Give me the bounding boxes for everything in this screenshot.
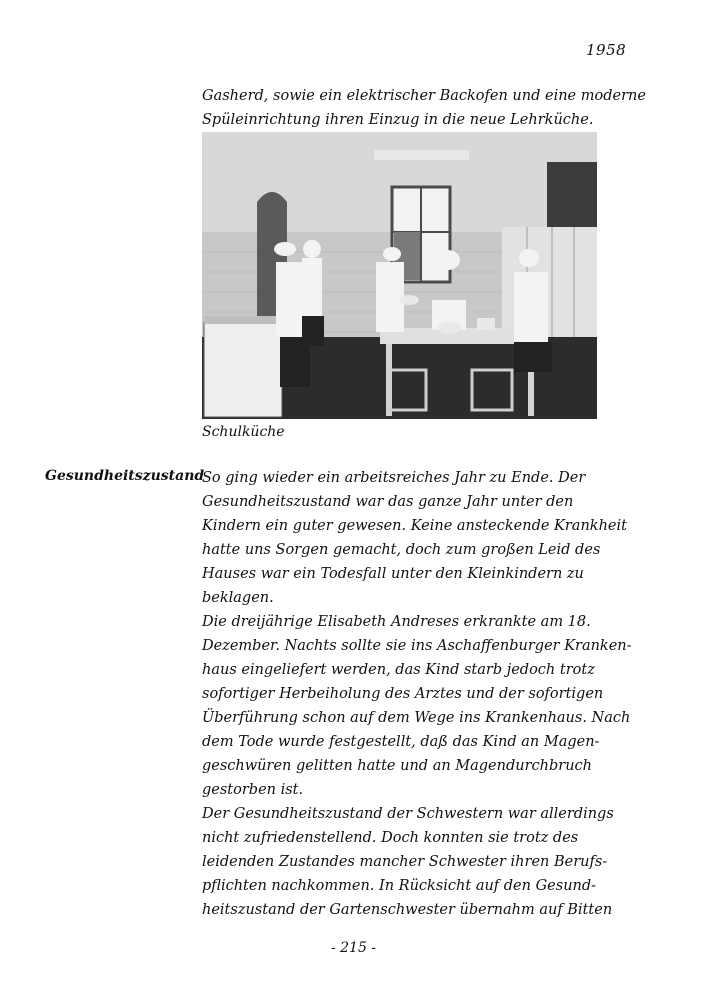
text-line: Hauses war ein Todesfall unter den Kleinkindern zu — [202, 566, 584, 582]
school-kitchen-photo — [202, 132, 597, 419]
section-body — [202, 466, 632, 922]
text-line: dem Tode wurde festgestellt, daß das Kind an Magen- — [202, 734, 600, 750]
text-line: gestorben ist. — [202, 782, 304, 798]
text-line: leidenden Zustandes mancher Schwester ihren Berufs- — [202, 854, 608, 870]
text-line: hatte uns Sorgen gemacht, doch zum großen Leid des — [202, 542, 601, 558]
section-heading: Gesundheitszustand — [45, 468, 205, 484]
text-line: Gesundheitszustand war das ganze Jahr unter den — [202, 494, 574, 510]
text-line: sofortiger Herbeiholung des Arztes und der sofortigen — [202, 686, 604, 702]
text-line: beklagen. — [202, 590, 274, 606]
text-line: pflichten nachkommen. In Rücksicht auf den Gesund- — [202, 878, 597, 894]
page-number: - 215 - — [330, 940, 377, 956]
text-line: Überführung schon auf dem Wege ins Krankenhaus. Nach — [202, 710, 631, 726]
text-line: heitszustand der Gartenschwester übernahm auf Bitten — [202, 902, 613, 918]
text-line: Die dreijährige Elisabeth Andreses erkrankte am 18. — [202, 614, 591, 630]
text-line: Dezember. Nachts sollte sie ins Aschaffenburger Kranken- — [202, 638, 632, 654]
text-line: Der Gesundheitszustand der Schwestern war allerdings — [202, 806, 614, 822]
text-line: Spüleinrichtung ihren Einzug in die neue Lehrküche. — [202, 112, 594, 128]
text-line: Gasherd, sowie ein elektrischer Backofen und eine moderne — [202, 88, 646, 104]
text-line: haus eingeliefert werden, das Kind starb jedoch trotz — [202, 662, 595, 678]
text-line: geschwüren gelitten hatte und an Magendurchbruch — [202, 758, 592, 774]
text-line: So ging wieder ein arbeitsreiches Jahr zu Ende. Der — [202, 470, 586, 486]
photo-caption: Schulküche — [202, 424, 285, 440]
page-year: 1958 — [586, 41, 627, 59]
text-line: nicht zufriedenstellend. Doch konnten sie trotz des — [202, 830, 579, 846]
text-line: Kindern ein guter gewesen. Keine ansteckende Krankheit — [202, 518, 627, 534]
intro-paragraph — [202, 84, 646, 132]
